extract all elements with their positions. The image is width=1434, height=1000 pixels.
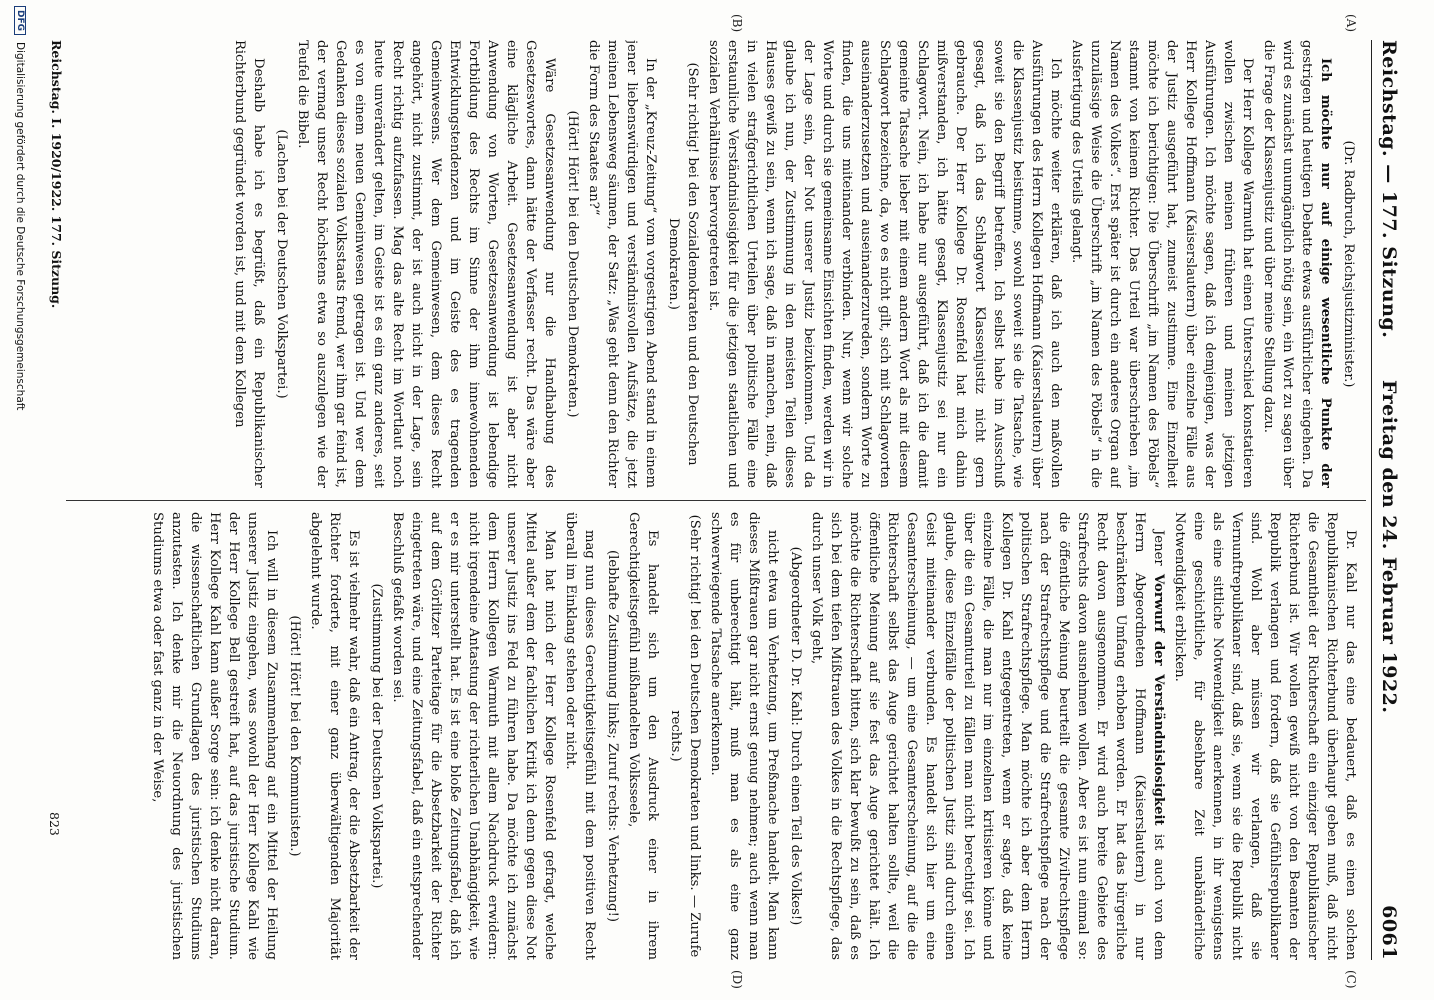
- paragraph: [388, 512, 559, 960]
- margin-mark-a: (A): [1344, 14, 1358, 33]
- paragraph-text: Ich will in diesem Zusammenhang auf ein Mittel der Heilung unserer Justiz eingehen, was sowohl der Herr Kollege Kahl wie der Herr Kollege Bell gestreift hat, auf das juristische Studium. Herr Kollege Kahl kann außer Sorge sein: ich denke nicht daran, die wissenschaftlichen Grundlagen des juristischen Studiums anzutasten. Ich denke mir die Neuordnung des juristischen Studiums etwa oder fast ganz in der Weise,: [150, 512, 279, 960]
- interjection: (Sehr richtig! bei den Sozialdemokraten und den Deutschen Demokraten.): [666, 62, 700, 466]
- paragraph-lead: Jener: [1151, 530, 1166, 574]
- paragraph-text: In der „Kreuz-Zeitung“ vom vorgestrigen Abend stand in einem jener liebenswürdigen und verständnisvollen Aufsätze, die jetzt meinen Lebensweg säumen, der Satz: „Was geht denn den Richter die Form des Staates an?“: [586, 40, 658, 488]
- paragraph: [584, 40, 660, 488]
- paragraph-text: Deshalb habe ich es begrüßt, daß ein Republikanischer Richterbund gegründet worden ist, und mit dem Kollegen: [232, 40, 266, 488]
- interjection: (Hört! Hört! bei den Kommunisten.): [287, 615, 302, 857]
- header-session: Reichstag. — 177. Sitzung.: [1378, 40, 1400, 339]
- interjection: (Lachen bei der Deutschen Volkspartei.): [274, 129, 289, 399]
- paragraph-text: gestrigen und heutigen Debatte etwas ausführlicher eingehen. Da wird es zunächst unumgänglich nötig sein, ein Wort zu sagen über die Frage der Klassenjustiz und über meine Stellung dazu.: [1261, 40, 1314, 488]
- interjection: (Hört! Hört! bei den Deutschen Demokraten.): [565, 110, 580, 418]
- paragraph: [706, 512, 782, 960]
- paragraph-text: mag nun dieses Gerechtigkeitsgefühl mit dem positiven Recht überall im Einklang stehen oder nicht.: [563, 512, 597, 960]
- header-column-number: 6061: [1378, 905, 1400, 960]
- interjection: (Sehr richtig! bei den Deutschen Demokraten und links. — Zurufe rechts.): [668, 514, 702, 958]
- paragraph: [293, 40, 559, 488]
- paragraph-text: Ich möchte weiter erklären, daß ich auch den maßvollen Ausführungen des Herrn Kollegen Hoffmann (Kaiserslautern) über die Klassenjustiz beistimme, sowohl soweit sie die Tatsache, wie soweit sie den Begriff betreffen. Ich selbst habe im Ausschuß gesagt, daß ich das Schlagwort Klassenjustiz nicht gern gebrauche. Der Herr Kollege Dr. Rosenfeld hat mich dahin mißverstanden, ich hätte gesagt, Klassenjustiz sei nur ein Schlagwort. Nein, ich habe nur ausgeführt, daß ich die damit gemeinte Tatsache lieber mit einem andern Wort als mit diesem Schlagwort bezeichne, da, wo es nicht gilt, sich mit Schlagworten auseinanderzusetzen und auseinanderzureden, sondern Worte zu finden, die uns miteinander verbinden. Nur, wenn wir solche Worte und durch sie gemeinsame Einsichten finden, werden wir in der Lage sein, der Not unserer Justiz beizukommen. Und da glaube ich nun, der Zustimmung in den meisten Teilen dieses Hauses gewiß zu sein, wenn ich sage, daß in manchen, nein, daß in vielen strafgerichtlichen Urteilen über politische Fälle eine erstaunliche Verständnislosigkeit für die jetzigen staatlichen und sozialen Verhältnisse hervorgetreten ist.: [706, 40, 1063, 488]
- page-number: 823: [47, 812, 62, 836]
- interjection: (lebhafte Zustimmung links; Zuruf rechts: Verhetzung!): [605, 549, 620, 923]
- paragraph-text: Man hat mich der Herr Kollege Rosenfeld gefragt, welche Mittel außer dem der fachlichen Kritik ich denn gegen diese Not unserer Justiz ins Feld zu führen habe. Da möchte ich zunächst dem Herrn Kollegen Warmuth mit allem Nachdruck erwidern: nicht irgendeine Antastung der richterlichen Unabhängigkeit, wie er es mir unterstellt hat. Es ist eine bloße Zeitungsfabel, daß ich auf dem Görlitzer Parteitage für die Absetzbarkeit der Richter eingetreten wäre, und eine Zeitungsfabel, daß ein entsprechender Beschluß gefaßt worden sei.: [390, 512, 557, 960]
- paragraph-text: Wäre Gesetzesanwendung nur die Handhabung des Gesetzeswortes, dann hätte der Verfasser recht. Das wäre aber eine klägliche Arbeit. Gesetzesanwendung ist aber nicht Anwendung von Worten, Gesetzesanwendung ist lebendige Fortbildung des Rechts im Sinne der ihm innewohnenden Entwicklungstendenzen und im Geiste des es tragenden Gemeinwesens. Wer dem Gemeinwesen, dem dieses Recht angehört, nicht zustimmt, der ist auch nicht in der Lage, sein Recht richtig aufzufassen. Mag das alte Recht im Wortlaut noch heute unverändert gelten, im Geiste ist es ein ganz anderes, seit es von einem neuen Gemeinwesen getragen ist. Und wer dem Gedanken dieses sozialen Volksstaats fremd, wer ihm gar feind ist, der vermag unser Recht höchstens etwa so auszulegen wie der Teufel die Bibel.: [295, 40, 557, 488]
- interjection: (Abgeordneter D. Dr. Kahl: Durch einen Teil des Volkes!): [788, 546, 803, 926]
- header-date: Freitag den 24. Februar 1922.: [1378, 380, 1400, 714]
- right-text-column: [70, 512, 1360, 960]
- paragraph: [704, 40, 1065, 488]
- paragraph: [1170, 512, 1360, 960]
- paragraph: [561, 512, 599, 960]
- paragraph: [1067, 40, 1257, 488]
- paragraph: [148, 512, 281, 960]
- paragraph-text: Dr. Kahl nur das eine bedauert, daß es einen solchen Republikanischen Richterbund überhaupt geben muß, daß nicht die Gesamtheit der Richterschaft ein einziger Republikanischer Richterbund ist. Wir wollen gewiß nicht von den Beamten der Republik verlangen und fordern, daß sie Gefühlsrepublikaner sind. Wohl aber müssen wir verlangen, daß sie Vernunftrepublikaner sind, daß sie, wenn sie die Republik nicht als eine sittliche Notwendigkeit anerkennen, in ihr wenigstens eine geschichtliche, für absehbare Zeit unabänderliche Notwendigkeit erblicken.: [1172, 512, 1358, 960]
- footer-signature: Reichstag. I. 1920/1922. 177. Sitzung.: [49, 40, 64, 309]
- page-header: [1371, 40, 1406, 960]
- paragraph-text: Es handelt sich um den Ausdruck einer in ihrem Gerechtigkeitsgefühl mißhandelten Volksseele,: [626, 512, 660, 960]
- emphasis-text: Vorwurf der Verständnislosigkeit: [1151, 574, 1166, 826]
- margin-mark-b: (B): [730, 14, 744, 33]
- column-divider: [66, 500, 1366, 501]
- paragraph: [306, 512, 363, 960]
- paragraph-text: ist auch von dem Herrn Abgeordneten Hoffmann (Kaiserslautern) in nur beschränktem Umfang erhoben worden. Er hat das bürgerliche Recht davon ausgenommen. Er wird auch breite Gebiete des Strafrechts davon ausnehmen wollen. Aber es ist nun einmal so: die öffentliche Meinung beurteilt die gesamte Zivilrechtspflege nach der Strafrechtspflege und die Strafrechtspflege nach der politischen Strafrechtspflege. Man möchte ich aber dem Herrn Kollegen Dr. Kahl entgegentreten, wenn er sagte, daß keine einzelne Fälle, die man nur im einzelnen kritisieren könne und über die ein Gesamturteil zu fällen man nicht berechtigt sei. Ich glaube, diese Einzelfälle der politischen Justiz sind durch einen Geist miteinander verbunden. Es handelt sich hier um eine Gesamterscheinung, — um eine Gesamterscheinung, auf die die Richterschaft selbst das Auge gerichtet halten sollte, weil die öffentliche Meinung auf sie fest das Auge gerichtet hält. Ich möchte die Richterschaft bitten, sich klar bewußt zu sein, daß es sich bei dem tiefen Mißtrauen des Volkes in die Rechtspflege, das durch unser Volk geht,: [809, 512, 1166, 960]
- paragraph-text: Es ist vielmehr wahr, daß ein Antrag, der die Absetzbarkeit der Richter forderte, mit einer ganz überwältigenden Majorität abgelehnt wurde.: [308, 512, 361, 960]
- paragraph-text: nicht etwa um Verhetzung, um Preßmache handelt. Man kann dieses Mißtrauen gar nicht ernst genug nehmen; auch wenn man es für unberechtigt hält, muß man es als eine ganz schwerwiegende Tatsache anerkennen.: [708, 512, 780, 960]
- digitization-text: Digitalisierung gefördert durch die Deutsche Forschungsgemeinschaft: [14, 42, 26, 411]
- paragraph: [1259, 40, 1335, 488]
- left-text-column: [70, 40, 1360, 488]
- paragraph: [624, 512, 662, 960]
- paragraph-text: Der Herr Kollege Warmuth hat einen Unterschied konstatieren wollen zwischen meinen früheren und meinen jetzigen Ausführungen. Ich möchte sagen, daß ich demjenigen, was der Herr Kollege Hoffmann (Kaiserslautern) über einzelne Fälle aus der Justiz ausgeführt hat, zumeist zustimme. Eine Einzelheit möchte ich berichtigen: Die Überschrift „im Namen des Pöbels“ stammt von keinem Richter. Das Urteil war überschrieben „im Namen des Volkes“. Erst später ist durch ein anderes Organ auf unzulässige Weise die Überschrift „im Namen des Pöbels“ in die Ausfertigung des Urteils gelangt.: [1069, 40, 1255, 488]
- interjection: (Dr. Radbruch, Reichsjustizminister.): [1341, 140, 1356, 388]
- paragraph: [807, 512, 1168, 960]
- interjection: (Zustimmung bei der Deutschen Volkspartei.): [369, 583, 384, 889]
- margin-mark-c: (C): [1344, 970, 1358, 989]
- dfg-logo: DFG: [14, 6, 26, 35]
- emphasis-text: Ich möchte nur auf einige wesentliche Punkte der: [1318, 58, 1333, 488]
- digitization-note: [4, 0, 34, 1000]
- margin-mark-d: (D): [730, 970, 744, 989]
- paragraph: [230, 40, 268, 488]
